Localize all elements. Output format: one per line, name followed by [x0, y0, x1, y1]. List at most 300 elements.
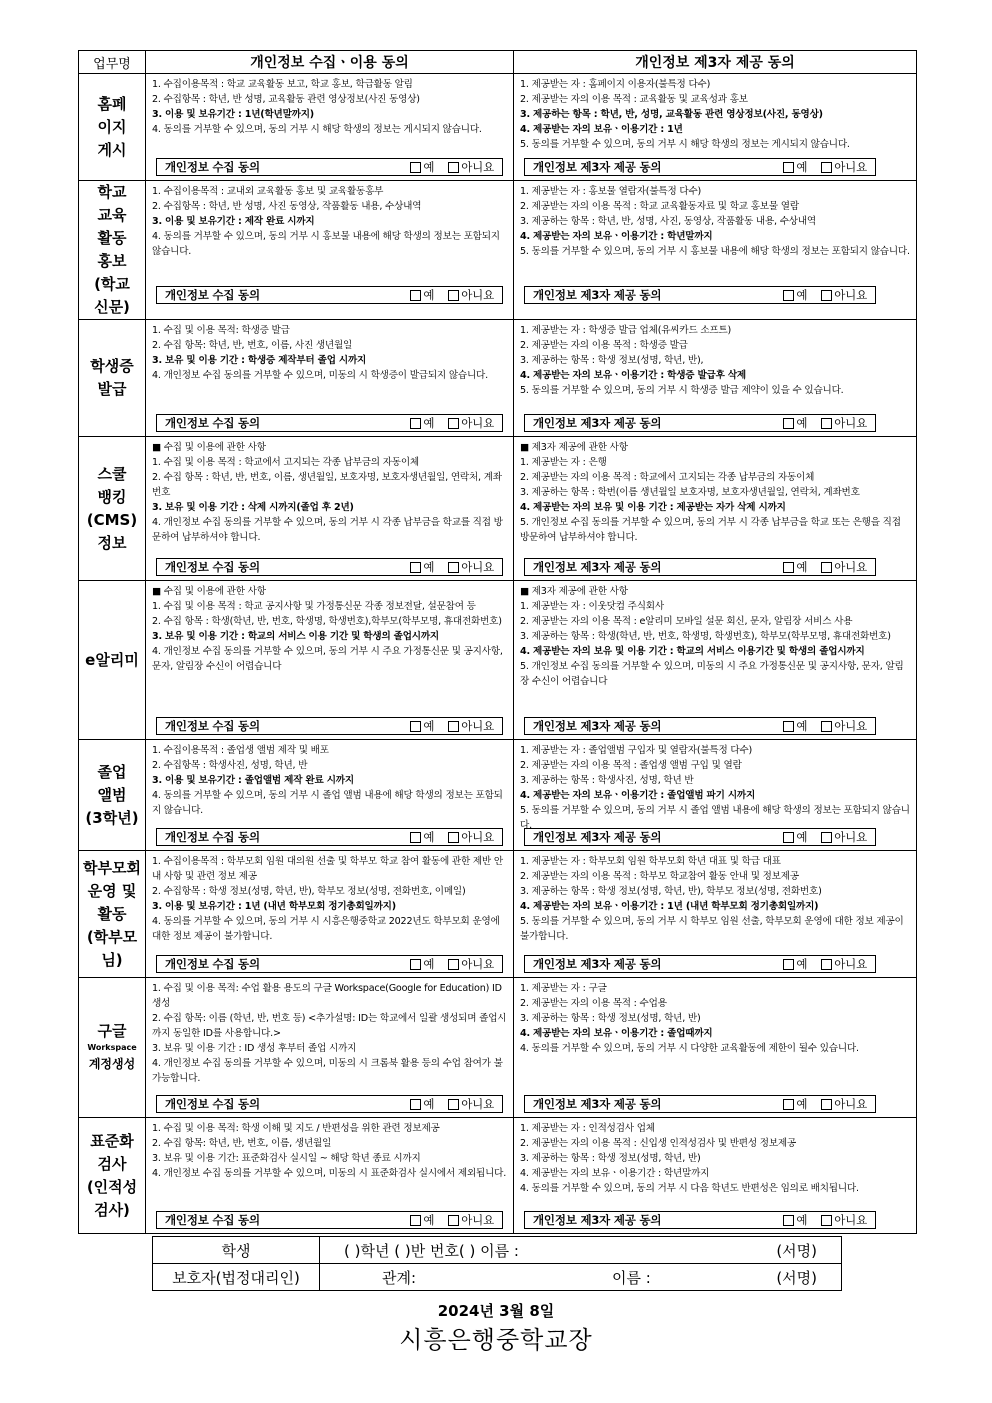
collect-consent-cell — [146, 437, 514, 581]
third-party-consent-cell — [514, 437, 917, 581]
no-label: 아니요 — [461, 829, 494, 844]
yes-checkbox[interactable] — [410, 162, 421, 173]
task-name-line: 앨범 — [97, 785, 127, 804]
signature-table — [152, 1236, 842, 1291]
consent-text-line: 1. 수집이용목적 : 교내외 교육활동 홍보 및 교육활동홍부 — [152, 186, 384, 197]
consent-no-option[interactable] — [448, 1213, 494, 1228]
consent-text-line: ■ 수집 및 이용에 관한 사항 — [152, 442, 266, 453]
consent-text-line: 3. 이용 및 보유기간 : 1년(학년말까지) — [152, 109, 314, 120]
consent-text-line: 3. 제공하는 항목 : 학년, 반, 성명, 사진, 동영상, 작품활동 내용, 수상내역 — [520, 216, 816, 227]
yes-checkbox[interactable] — [783, 1215, 794, 1226]
consent-yes-option[interactable] — [410, 719, 434, 734]
consent-yes-option[interactable] — [410, 1097, 434, 1112]
consent-yes-option[interactable] — [783, 830, 807, 845]
consent-text-line: 2. 수집항목 : 학년, 반 성명, 사진 동영상, 작품활동 내용, 수상내역 — [152, 201, 422, 212]
consent-text-line: 5. 동의를 거부할 수 있으며, 동의 거부 시 학생증 발급 제약이 있을 수 있습니다. — [520, 385, 844, 396]
consent-yes-option[interactable] — [783, 957, 807, 972]
task-name-line: 스쿨 — [97, 464, 127, 483]
no-label: 아니요 — [461, 159, 494, 174]
consent-no-option[interactable] — [821, 160, 867, 175]
consent-text-line: 2. 수집 항목 : 학년, 반, 번호, 이름, 생년월일, 보호자명, 보호자생년월일, 연락처, 계좌번호 — [152, 472, 502, 498]
consent-text-line: 2. 제공받는 자의 이용 목적 : 졸업생 앨범 구입 및 열람 — [520, 760, 742, 771]
third-party-consent-box — [524, 286, 876, 304]
consent-label: 개인정보 수집 동의 — [165, 559, 260, 574]
consent-text-line: 2. 제공받는 자의 이용 목적 : 학생증 발급 — [520, 340, 688, 351]
no-checkbox[interactable] — [448, 1215, 459, 1226]
consent-no-option[interactable] — [448, 719, 494, 734]
no-checkbox[interactable] — [821, 418, 832, 429]
yes-label: 예 — [423, 829, 435, 844]
table-row — [79, 74, 917, 181]
consent-text-line: 1. 수집이용목적 : 학교 교육활동 보고, 학교 홍보, 학급활동 알림 — [152, 79, 413, 90]
header-third-party-consent: 개인정보 제3자 제공 동의 — [514, 51, 917, 74]
consent-text-line: 2. 수집 항목: 이름 (학년, 반, 번호 등) <추가설명: ID는 학교에서 일괄 생성되며 졸업시까지 동일한 ID를 사용합니다.> — [152, 1013, 507, 1039]
consent-text-line: 2. 제공받는 자의 이용 목적 : 교육활동 및 교육성과 홍보 — [520, 94, 748, 105]
consent-text-line: 1. 제공받는 자 : 학생증 발급 업체(유씨카드 소프트) — [520, 325, 732, 336]
no-label: 아니요 — [834, 829, 867, 844]
yes-label: 예 — [796, 1096, 808, 1111]
consent-text-line: 1. 수집 및 이용 목적: 학생증 발급 — [152, 325, 290, 336]
yes-label: 예 — [796, 287, 808, 302]
consent-no-option[interactable] — [821, 560, 867, 575]
no-checkbox[interactable] — [821, 1099, 832, 1110]
no-label: 아니요 — [834, 1212, 867, 1227]
consent-text — [146, 581, 513, 739]
consent-label: 개인정보 제3자 제공 동의 — [533, 159, 662, 174]
no-label: 아니요 — [461, 1096, 494, 1111]
table-row — [79, 581, 917, 740]
task-name-line: 게시 — [97, 140, 127, 159]
consent-yes-option[interactable] — [783, 1213, 807, 1228]
no-label: 아니요 — [834, 1096, 867, 1111]
consent-text-line: 3. 제공하는 항목 : 학생 정보(성명, 학년, 반) — [520, 1153, 701, 1164]
consent-text-line: 3. 제공하는 항목 : 학생 정보(성명, 학년, 반), 학부모 정보(성명, 전화번호) — [520, 886, 822, 897]
consent-text-line: 3. 보유 및 이용 기간 : 학교의 서비스 이용 기간 및 학생의 졸업시까지 — [152, 631, 439, 642]
no-checkbox[interactable] — [821, 832, 832, 843]
yes-label: 예 — [423, 415, 435, 430]
third-party-consent-box — [524, 1211, 876, 1229]
consent-text-line: 3. 제공하는 항목 : 학년, 반, 성명, 교육활동 관련 영상정보(사진, 동영상) — [520, 109, 823, 120]
task-name — [79, 320, 146, 437]
consent-yes-option[interactable] — [783, 560, 807, 575]
consent-label: 개인정보 수집 동의 — [165, 718, 260, 733]
task-name-line: (인적성 — [86, 1177, 138, 1196]
no-checkbox[interactable] — [821, 959, 832, 970]
task-name-line: 활동 — [97, 229, 127, 247]
consent-text-line: 1. 수집 및 이용 목적 : 학교 공지사항 및 가정통신문 각종 정보전달, 설문참여 등 — [152, 601, 476, 612]
task-name-line: 정보 — [97, 533, 127, 552]
consent-form — [78, 50, 916, 1234]
consent-label: 개인정보 제3자 제공 동의 — [533, 1212, 662, 1227]
consent-text-line: 1. 제공받는 자 : 이웃닷컴 주식회사 — [520, 601, 664, 612]
consent-text — [514, 181, 916, 308]
yes-label: 예 — [796, 1212, 808, 1227]
consent-no-option[interactable] — [448, 160, 494, 175]
consent-text-line: 3. 보유 및 이용 기간 : ID 생성 후부터 졸업 시까지 — [152, 1043, 357, 1054]
consent-label: 개인정보 수집 동의 — [165, 829, 260, 844]
consent-yes-option[interactable] — [410, 957, 434, 972]
yes-checkbox[interactable] — [410, 1099, 421, 1110]
consent-no-option[interactable] — [821, 719, 867, 734]
table-row — [79, 1118, 917, 1234]
no-label: 아니요 — [834, 415, 867, 430]
consent-text-line: ■ 수집 및 이용에 관한 사항 — [152, 586, 266, 597]
consent-text-line: 4. 개인정보 수집 동의를 거부할 수 있으며, 동의 거부 시 각종 납부금을 학교를 직접 방문하여 납부하셔야 합니다. — [152, 517, 503, 543]
consent-yes-option[interactable] — [783, 288, 807, 303]
consent-text-line: 3. 보유 및 이용 기간 : 삭제 시까지(졸업 후 2년) — [152, 502, 354, 513]
task-name-line: (3학년) — [85, 808, 139, 827]
table-row — [79, 437, 917, 581]
consent-no-option[interactable] — [448, 288, 494, 303]
task-name — [79, 74, 146, 181]
consent-text-line: 4. 제공받는 자의 보유 및 이용 기간 : 학교의 서비스 이용기간 및 학생의 졸업시까지 — [520, 646, 865, 657]
consent-no-option[interactable] — [821, 957, 867, 972]
third-party-consent-cell — [514, 320, 917, 437]
consent-text-line: 4. 제공받는 자의 보유ㆍ이용기간 : 1년 — [520, 124, 683, 135]
consent-text-line: 1. 제공받는 자 : 졸업앨범 구입자 및 열람자(불특정 다수) — [520, 745, 753, 756]
third-party-consent-cell — [514, 978, 917, 1118]
consent-text-line: 4. 제공받는 자의 보유 및 이용 기간 : 제공받는 자가 삭제 시까지 — [520, 502, 786, 513]
yes-checkbox[interactable] — [410, 832, 421, 843]
consent-text-line: 1. 제공받는 자 : 홈페이지 이용자(불특정 다수) — [520, 79, 711, 90]
no-checkbox[interactable] — [821, 1215, 832, 1226]
third-party-consent-box — [524, 414, 876, 432]
no-checkbox[interactable] — [448, 1099, 459, 1110]
consent-yes-option[interactable] — [783, 160, 807, 175]
consent-text-line: 4. 개인정보 수집 동의를 거부할 수 있으며, 미동의 시 학생증이 발급되지 않습니다. — [152, 370, 488, 381]
task-name — [79, 181, 146, 320]
third-party-consent-cell — [514, 851, 917, 978]
consent-text-line: 1. 제공받는 자 : 인적성검사 업체 — [520, 1123, 655, 1134]
task-name-line: 홍보 — [97, 252, 127, 270]
student-info-field[interactable] — [320, 1237, 842, 1264]
collect-consent-box — [156, 414, 503, 432]
consent-label: 개인정보 수집 동의 — [165, 1096, 260, 1111]
consent-text-line: 2. 수집항목 : 학생사진, 성명, 학년, 반 — [152, 760, 308, 771]
task-name-line: 발급 — [97, 380, 127, 398]
task-name-line: 뱅킹 — [97, 487, 127, 506]
no-checkbox[interactable] — [448, 162, 459, 173]
table-header-row — [79, 51, 917, 74]
consent-text-line: 3. 제공하는 항목 : 학생 정보(성명, 학년, 반) — [520, 1013, 701, 1024]
consent-text — [514, 851, 916, 977]
third-party-consent-box — [524, 558, 876, 576]
yes-label: 예 — [423, 1096, 435, 1111]
task-name-line: e알리미 — [85, 650, 139, 669]
consent-text-line: 1. 수집 및 이용 목적 : 학교에서 고지되는 각종 납부금의 자동이체 — [152, 457, 419, 468]
consent-no-option[interactable] — [448, 560, 494, 575]
no-label: 아니요 — [461, 287, 494, 302]
consent-text-line: 1. 제공받는 자 : 홍보물 열람자(불특정 다수) — [520, 186, 702, 197]
no-label: 아니요 — [461, 1212, 494, 1227]
yes-checkbox[interactable] — [783, 1099, 794, 1110]
task-name-line: 검사 — [97, 1154, 127, 1173]
task-name — [79, 1118, 146, 1234]
consent-text-line: 3. 제공하는 항목 : 학생 정보(성명, 학년, 반), — [520, 355, 704, 366]
consent-label: 개인정보 제3자 제공 동의 — [533, 718, 662, 733]
consent-text-line: 2. 수집항목 : 학년, 반 성명, 교육활동 관련 영상정보(사진 동영상) — [152, 94, 420, 105]
third-party-consent-box — [524, 955, 876, 973]
consent-no-option[interactable] — [448, 416, 494, 431]
yes-checkbox[interactable] — [783, 721, 794, 732]
consent-text-line: 4. 동의를 거부할 수 있으며, 동의 거부 시 졸업 앨범 내용에 해당 학생의 정보는 포함되지 않습니다. — [152, 790, 503, 816]
consent-text — [514, 320, 916, 436]
no-checkbox[interactable] — [448, 832, 459, 843]
task-name-line: 학생증 — [90, 357, 134, 375]
third-party-consent-box — [524, 1095, 876, 1113]
form-date: 2024년 3월 8일 — [437, 1302, 555, 1320]
consent-table — [78, 50, 917, 1234]
no-checkbox[interactable] — [448, 721, 459, 732]
consent-text-line: 3. 보유 및 이용 기간 : 학생증 제작부터 졸업 시까지 — [152, 355, 367, 366]
yes-label: 예 — [423, 956, 435, 971]
third-party-consent-cell — [514, 581, 917, 740]
consent-no-option[interactable] — [821, 416, 867, 431]
consent-label: 개인정보 수집 동의 — [165, 159, 260, 174]
consent-text-line: 1. 수집이용목적 : 졸업생 앨범 제작 및 배포 — [152, 745, 329, 756]
consent-text-line: 2. 제공받는 자의 이용 목적 : 학부모 학교참여 활동 안내 및 정보제공 — [520, 871, 799, 882]
no-checkbox[interactable] — [448, 959, 459, 970]
parent-sign-row — [153, 1264, 842, 1291]
consent-no-option[interactable] — [448, 957, 494, 972]
collect-consent-cell — [146, 851, 514, 978]
yes-label: 예 — [796, 159, 808, 174]
yes-label: 예 — [796, 718, 808, 733]
header-collect-consent: 개인정보 수집ㆍ이용 동의 — [146, 51, 514, 74]
consent-yes-option[interactable] — [410, 288, 434, 303]
consent-yes-option[interactable] — [783, 719, 807, 734]
task-name — [79, 978, 146, 1118]
table-row — [79, 320, 917, 437]
consent-yes-option[interactable] — [410, 160, 434, 175]
consent-text-line: 4. 동의를 거부할 수 있으며, 동의 거부 시 다양한 교육활동에 제한이 될수 있습니다. — [520, 1043, 859, 1054]
consent-yes-option[interactable] — [410, 416, 434, 431]
task-name-line: 표준화 — [90, 1131, 134, 1150]
consent-text-line: 3. 이용 및 보유기간 : 제작 완료 시까지 — [152, 216, 315, 227]
consent-text-line: 5. 개인정보 수집 동의를 거부할 수 있으며, 미동의 시 주요 가정통신문 및 공지사항, 문자, 알림장 수신이 어렵습니다 — [520, 661, 904, 687]
yes-checkbox[interactable] — [783, 832, 794, 843]
yes-checkbox[interactable] — [410, 290, 421, 301]
task-name — [79, 581, 146, 740]
no-checkbox[interactable] — [448, 562, 459, 573]
consent-text-line: 3. 보유 및 이용 기간: 표준화검사 실시일 ~ 해당 학년 종료 시까지 — [152, 1153, 421, 1164]
consent-text-line: 4. 제공받는 자의 보유ㆍ이용기간 : 학년말까지 — [520, 1168, 710, 1179]
collect-consent-cell — [146, 740, 514, 851]
yes-checkbox[interactable] — [783, 162, 794, 173]
yes-checkbox[interactable] — [410, 418, 421, 429]
consent-text — [514, 978, 916, 1117]
consent-text — [146, 851, 513, 977]
collect-consent-cell — [146, 74, 514, 181]
consent-text-line: 2. 제공받는 자의 이용 목적 : 신입생 인적성검사 및 반편성 정보제공 — [520, 1138, 797, 1149]
yes-checkbox[interactable] — [783, 418, 794, 429]
consent-text — [514, 437, 916, 580]
consent-label: 개인정보 제3자 제공 동의 — [533, 559, 662, 574]
task-name-line: 계정생성 — [88, 1056, 136, 1071]
yes-label: 예 — [423, 287, 435, 302]
consent-text — [146, 181, 513, 308]
task-name-line: 검사) — [94, 1200, 130, 1219]
task-name-line: 운영 및 — [87, 881, 137, 900]
consent-text — [146, 978, 513, 1117]
consent-no-option[interactable] — [821, 288, 867, 303]
task-name — [79, 437, 146, 581]
consent-text — [146, 740, 513, 850]
consent-no-option[interactable] — [448, 1097, 494, 1112]
consent-label: 개인정보 제3자 제공 동의 — [533, 1096, 662, 1111]
task-name-line: 이지 — [97, 117, 127, 136]
consent-text-line: 5. 동의를 거부할 수 있으며, 동의 거부 시 해당 학생의 정보는 게시되지 않습니다. — [520, 139, 850, 150]
third-party-consent-cell — [514, 1118, 917, 1234]
consent-no-option[interactable] — [821, 1213, 867, 1228]
consent-yes-option[interactable] — [410, 830, 434, 845]
consent-text — [146, 74, 513, 180]
consent-text-line: 4. 동의를 거부할 수 있으며, 동의 거부 시 해당 학생의 정보는 게시되지 않습니다. — [152, 124, 482, 135]
consent-text — [514, 740, 916, 850]
student-sign-row — [153, 1237, 842, 1264]
no-label: 아니요 — [834, 956, 867, 971]
principal-title: 시흥은행중학교장 — [399, 1326, 593, 1354]
collect-consent-cell — [146, 181, 514, 320]
consent-text-line: 2. 제공받는 자의 이용 목적 : 수업용 — [520, 998, 667, 1009]
consent-text-line: 2. 수집항목 : 학생 정보(성명, 학년, 반), 학부모 정보(성명, 전화번호, 이메일) — [152, 886, 466, 897]
task-name-line: 신문) — [94, 298, 130, 316]
consent-text-line: 5. 동의를 거부할 수 있으며, 동의 거부 시 홍보물 내용에 해당 학생의 정보는 포함되지 않습니다. — [520, 246, 910, 257]
third-party-consent-box — [524, 828, 876, 846]
yes-label: 예 — [796, 829, 808, 844]
collect-consent-box — [156, 558, 503, 576]
yes-checkbox[interactable] — [410, 959, 421, 970]
third-party-consent-cell — [514, 181, 917, 320]
relation-label: 관계: — [382, 1268, 417, 1287]
consent-text-line: 1. 수집 및 이용 목적: 학생 이해 및 지도 / 반편성을 위한 관련 정보제공 — [152, 1123, 440, 1134]
yes-checkbox[interactable] — [410, 721, 421, 732]
consent-label: 개인정보 수집 동의 — [165, 956, 260, 971]
header-task-name: 업무명 — [79, 51, 146, 74]
collect-consent-box — [156, 828, 503, 846]
no-checkbox[interactable] — [821, 290, 832, 301]
yes-label: 예 — [796, 559, 808, 574]
parent-info-field[interactable] — [320, 1264, 842, 1291]
consent-text-line: 4. 동의를 거부할 수 있으며, 동의 거부 시 시흥은행중학교 2022년도 학부모회 운영에 대한 정보 제공이 불가합니다. — [152, 916, 500, 942]
task-name-line: 구글 — [97, 1021, 127, 1040]
consent-label: 개인정보 제3자 제공 동의 — [533, 415, 662, 430]
task-name-line: (CMS) — [86, 510, 138, 529]
yes-label: 예 — [423, 159, 435, 174]
consent-text-line: 4. 개인정보 수집 동의를 거부할 수 있으며, 동의 거부 시 주요 가정통신문 및 공지사항, 문자, 알림장 수신이 어렵습니다 — [152, 646, 503, 672]
consent-text-line: 4. 제공받는 자의 보유ㆍ이용기간 : 학년말까지 — [520, 231, 713, 242]
consent-text-line: 2. 수집 항목 : 학생(학년, 반, 번호, 학생명, 학생번호),학부모(학부모명, 휴대전화번호) — [152, 616, 502, 627]
parent-sign: (서명) — [776, 1268, 817, 1287]
yes-label: 예 — [423, 1212, 435, 1227]
student-label: 학생 — [153, 1237, 320, 1264]
consent-text-line: ■ 제3자 제공에 관한 사항 — [520, 442, 628, 453]
no-checkbox[interactable] — [821, 162, 832, 173]
collect-consent-box — [156, 1095, 503, 1113]
consent-yes-option[interactable] — [783, 416, 807, 431]
task-name-line: 졸업 — [97, 762, 127, 781]
third-party-consent-cell — [514, 740, 917, 851]
consent-text — [514, 581, 916, 739]
no-label: 아니요 — [461, 415, 494, 430]
no-label: 아니요 — [834, 559, 867, 574]
consent-text-line: 1. 수집 및 이용 목적: 수업 활용 용도의 구글 Workspace(Google for Education) ID 생성 — [152, 983, 502, 1009]
no-label: 아니요 — [834, 718, 867, 733]
consent-text-line: 5. 동의를 거부할 수 있으며, 동의 거부 시 졸업 앨범 내용에 해당 학생의 정보는 포함되지 않습니다. — [520, 805, 910, 831]
table-row — [79, 978, 917, 1118]
task-name-small: Workspace — [87, 1042, 137, 1052]
consent-text-line: 3. 이용 및 보유기간 : 졸업앨범 제작 완료 시까지 — [152, 775, 354, 786]
no-checkbox[interactable] — [821, 721, 832, 732]
consent-yes-option[interactable] — [410, 560, 434, 575]
collect-consent-box — [156, 286, 503, 304]
third-party-consent-cell — [514, 74, 917, 181]
parent-name-label: 이름 : — [612, 1268, 651, 1287]
collect-consent-box — [156, 158, 503, 176]
collect-consent-box — [156, 955, 503, 973]
consent-text-line: 1. 수집이용목적 : 학부모회 임원 대의원 선출 및 학부모 학교 참여 활동에 관한 제반 안내 사항 및 관련 정보 제공 — [152, 856, 503, 882]
consent-text-line: 4. 제공받는 자의 보유ㆍ이용기간 : 학생증 발급후 삭제 — [520, 370, 746, 381]
consent-text-line: 2. 제공받는 자의 이용 목적 : 학교 교육활동자료 및 학교 홍보물 열람 — [520, 201, 799, 212]
consent-text-line: 3. 제공하는 항목 : 학생사진, 성명, 학년 반 — [520, 775, 694, 786]
no-checkbox[interactable] — [821, 562, 832, 573]
task-name-line: 홈페 — [97, 94, 127, 113]
collect-consent-cell — [146, 1118, 514, 1234]
consent-yes-option[interactable] — [410, 1213, 434, 1228]
yes-checkbox[interactable] — [410, 562, 421, 573]
consent-yes-option[interactable] — [783, 1097, 807, 1112]
no-label: 아니요 — [834, 159, 867, 174]
no-checkbox[interactable] — [448, 418, 459, 429]
consent-text-line: 4. 제공받는 자의 보유ㆍ이용기간 : 졸업앨범 파기 시까지 — [520, 790, 756, 801]
consent-text — [514, 74, 916, 180]
student-info-text: ( )학년 ( )반 번호( ) 이름 : — [344, 1241, 519, 1260]
student-sign: (서명) — [776, 1241, 817, 1260]
task-name-line: 학교 — [97, 183, 127, 201]
consent-text-line: 3. 제공하는 항목 : 학생(학년, 반, 번호, 학생명, 학생번호), 학부모(학부모명, 휴대전화번호) — [520, 631, 891, 642]
third-party-consent-box — [524, 158, 876, 176]
consent-no-option[interactable] — [448, 830, 494, 845]
consent-label: 개인정보 제3자 제공 동의 — [533, 287, 662, 302]
yes-label: 예 — [796, 956, 808, 971]
consent-no-option[interactable] — [821, 830, 867, 845]
consent-label: 개인정보 수집 동의 — [165, 415, 260, 430]
consent-text-line: 4. 개인정보 수집 동의를 거부할 수 있으며, 미동의 시 크롬북 활용 등의 수업 참여가 불가능합니다. — [152, 1058, 503, 1084]
yes-label: 예 — [423, 718, 435, 733]
collect-consent-box — [156, 1211, 503, 1229]
yes-checkbox[interactable] — [783, 290, 794, 301]
consent-label: 개인정보 수집 동의 — [165, 1212, 260, 1227]
consent-text-line: 2. 수집 항목: 학년, 반, 번호, 이름, 생년월일 — [152, 1138, 332, 1149]
collect-consent-cell — [146, 978, 514, 1118]
consent-text-line: 3. 이용 및 보유기간 : 1년 (내년 학부모회 정기총회일까지) — [152, 901, 396, 912]
table-row — [79, 740, 917, 851]
consent-text-line: 2. 제공받는 자의 이용 목적 : 학교에서 고지되는 각종 납부금의 자동이체 — [520, 472, 815, 483]
yes-checkbox[interactable] — [783, 562, 794, 573]
consent-text — [146, 320, 513, 436]
consent-text — [146, 437, 513, 580]
consent-text-line: 1. 제공받는 자 : 은행 — [520, 457, 607, 468]
collect-consent-cell — [146, 320, 514, 437]
no-label: 아니요 — [461, 559, 494, 574]
yes-checkbox[interactable] — [410, 1215, 421, 1226]
collect-consent-cell — [146, 581, 514, 740]
no-checkbox[interactable] — [448, 290, 459, 301]
consent-label: 개인정보 수집 동의 — [165, 287, 260, 302]
consent-text-line: 4. 개인정보 수집 동의를 거부할 수 있으며, 미동의 시 표준화검사 실시에서 제외됩니다. — [152, 1168, 507, 1179]
yes-checkbox[interactable] — [783, 959, 794, 970]
consent-no-option[interactable] — [821, 1097, 867, 1112]
